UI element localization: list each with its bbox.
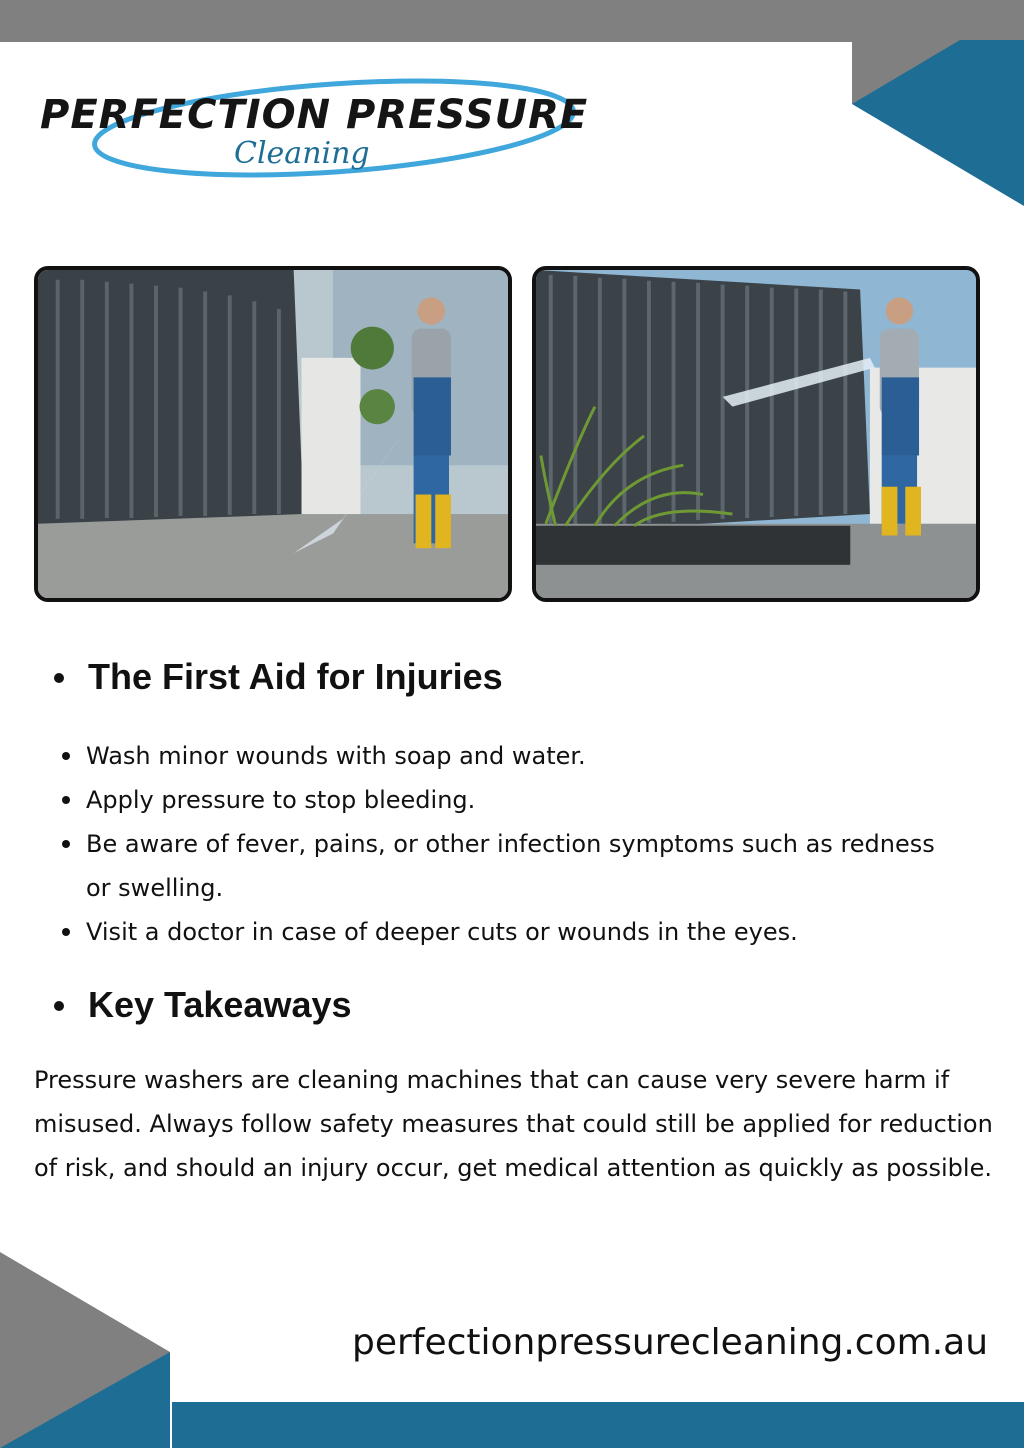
first-aid-list xyxy=(86,734,966,954)
section-heading-key-takeaways: Key Takeaways xyxy=(88,984,352,1025)
list-item: Visit a doctor in case of deeper cuts or wounds in the eyes. xyxy=(86,910,966,954)
photo-pressure-washing-fence xyxy=(532,266,980,602)
photo-pressure-washing-gate xyxy=(34,266,512,602)
company-logo xyxy=(34,70,594,190)
website-url-link[interactable]: perfectionpressurecleaning.com.au xyxy=(352,1322,989,1363)
key-takeaways-paragraph: Pressure washers are cleaning machines that can cause very severe harm if misused. Always follow safety measures that could still be applied for reduction of risk, and should an injury occur, get medical attention as quickly as possible. xyxy=(34,1066,993,1182)
list-item: Wash minor wounds with soap and water. xyxy=(86,734,966,778)
list-item: Apply pressure to stop bleeding. xyxy=(86,778,966,822)
list-item: Be aware of fever, pains, or other infection symptoms such as redness or swelling. xyxy=(86,822,966,910)
logo-subtitle: Cleaning xyxy=(234,136,370,171)
logo-wordmark: PERFECTION PRESSURE xyxy=(40,92,589,138)
section-heading-first-aid: The First Aid for Injuries xyxy=(88,656,503,697)
pressure-washing-fence-photo-icon xyxy=(536,270,976,598)
pressure-washing-gate-photo-icon xyxy=(38,270,508,598)
